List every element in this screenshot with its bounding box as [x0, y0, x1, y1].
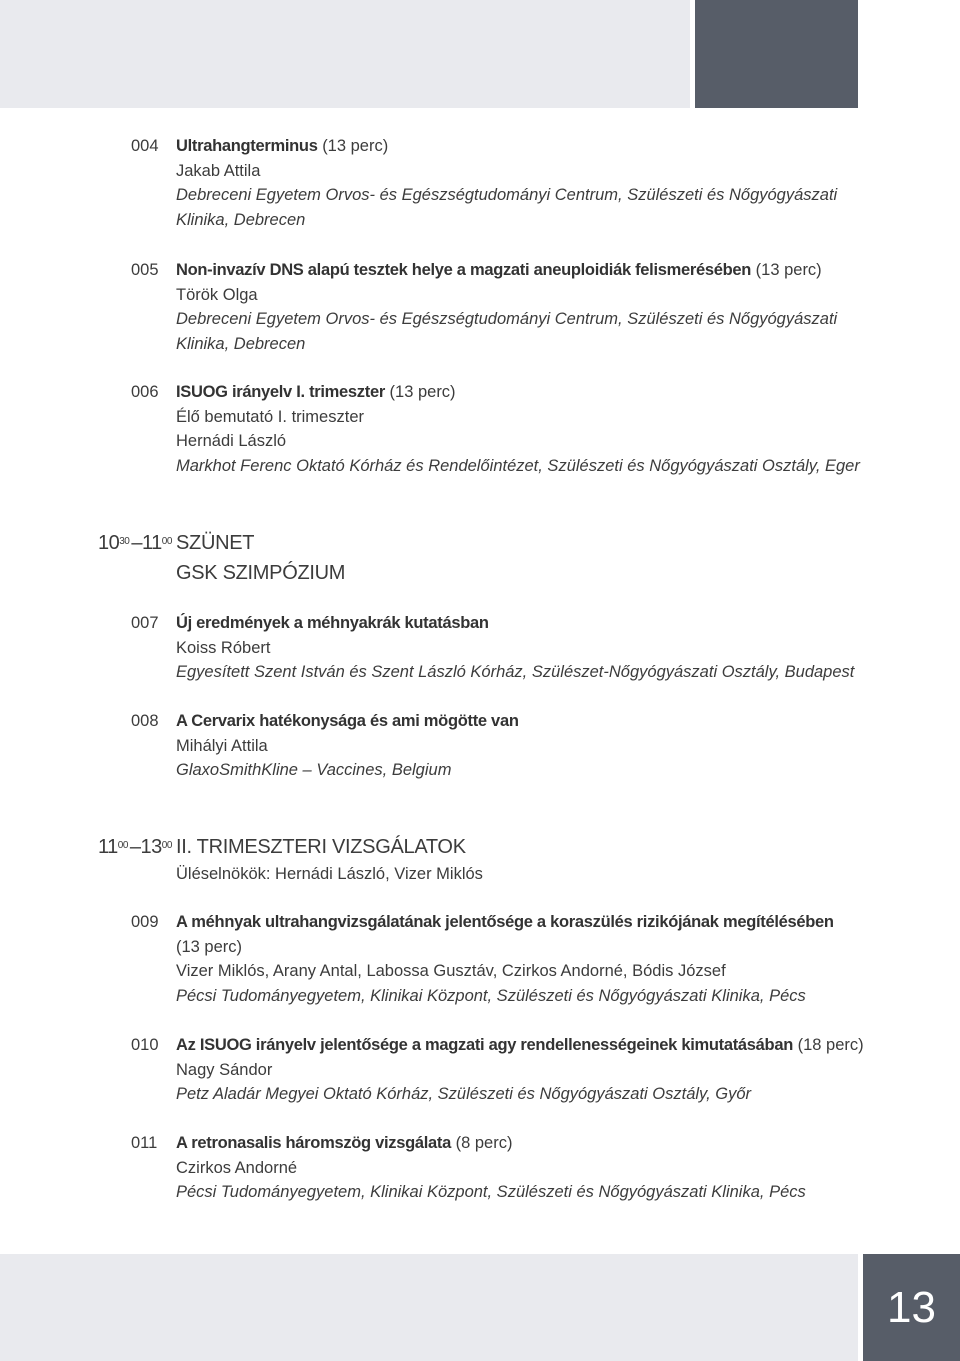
session-heading [176, 528, 345, 588]
speaker: Török Olga [176, 285, 258, 304]
session-title: II. TRIMESZTERI VIZSGÁLATOK [176, 836, 466, 858]
program-entry [176, 910, 936, 1008]
affiliation: Klinika, Debrecen [176, 210, 306, 229]
affiliation: Pécsi Tudományegyetem, Klinikai Központ, Szülészeti és Nőgyógyászati Klinika, Pécs [176, 986, 806, 1005]
affiliation: Egyesített Szent István és Szent László Kórház, Szülészet-Nőgyógyászati Osztály, Budapest [176, 663, 855, 681]
entry-number: 007 [131, 614, 159, 632]
affiliation: Debreceni Egyetem Orvos- és Egészségtudományi Centrum, Szülészeti és Nőgyógyászati [176, 310, 838, 328]
session-time: $10^{30}$ $-11^{00}$ [98, 532, 172, 554]
session-break: SZÜNET [176, 532, 255, 554]
talk-title: Új eredmények a méhnyakrák kutatásban [176, 614, 489, 632]
talk-duration: (13 perc) [176, 937, 243, 956]
talk-title: Non-invazív DNS alapú tesztek helye a magzati aneuploidiák felismerésében [176, 261, 752, 279]
speaker: Jakab Attila [176, 161, 261, 180]
talk-duration: (18 perc) [797, 1036, 864, 1054]
entry-number: 005 [131, 261, 159, 279]
header-band-light [0, 0, 690, 108]
speaker: Koiss Róbert [176, 638, 271, 657]
speaker: Hernádi László [176, 432, 287, 450]
program-entry [176, 1131, 936, 1205]
program-entry [176, 134, 936, 232]
program-entry [176, 709, 936, 783]
entry-number: 011 [131, 1134, 158, 1152]
talk-duration: (13 perc) [322, 137, 389, 155]
speaker: Nagy Sándor [176, 1060, 273, 1079]
entry-number: 010 [131, 1036, 159, 1054]
page-number: 13 [863, 1254, 960, 1361]
talk-duration: (13 perc) [755, 261, 822, 279]
talk-subtitle: Élő bemutató I. trimeszter [176, 407, 364, 426]
talk-title: A méhnyak ultrahangvizsgálatának jelentősége a koraszülés rizikójának megítélésében [176, 913, 834, 931]
header-band-dark [695, 0, 858, 108]
affiliation: Pécsi Tudományegyetem, Klinikai Központ, Szülészeti és Nőgyógyászati Klinika, Pécs [176, 1183, 806, 1201]
affiliation: GlaxoSmithKline – Vaccines, Belgium [176, 761, 452, 779]
session-symposium: GSK SZIMPÓZIUM [176, 562, 346, 584]
talk-title: Az ISUOG irányelv jelentősége a magzati agy rendellenességeinek kimutatásában [176, 1036, 793, 1054]
entry-number: 006 [131, 383, 159, 401]
session-chairs: Üléselnökök: Hernádi László, Vizer Miklós [176, 865, 483, 883]
entry-number: 008 [131, 712, 159, 730]
program-entry [176, 611, 936, 685]
talk-duration: (8 perc) [455, 1134, 513, 1152]
program-entry [176, 380, 936, 478]
speaker: Mihályi Attila [176, 736, 268, 755]
speaker: Czirkos Andorné [176, 1158, 298, 1177]
program-entry [176, 258, 936, 356]
affiliation: Petz Aladár Megyei Oktató Kórház, Szülészeti és Nőgyógyászati Osztály, Győr [176, 1085, 751, 1103]
program-entry [176, 1033, 936, 1107]
talk-duration: (13 perc) [389, 383, 456, 401]
affiliation: Markhot Ferenc Oktató Kórház és Rendelőintézet, Szülészeti és Nőgyógyászati Osztály, Eger [176, 456, 860, 475]
talk-title: A Cervarix hatékonysága és ami mögötte van [176, 712, 519, 730]
talk-title: Ultrahangterminus [176, 137, 318, 155]
talk-title: A retronasalis háromszög vizsgálata [176, 1134, 451, 1152]
affiliation: Debreceni Egyetem Orvos- és Egészségtudományi Centrum, Szülészeti és Nőgyógyászati [176, 186, 838, 204]
session-time: $11^{00}$ $-13^{00}$ [98, 836, 172, 858]
footer-band-light [0, 1254, 858, 1361]
affiliation: Klinika, Debrecen [176, 334, 306, 353]
talk-title: ISUOG irányelv I. trimeszter [176, 383, 385, 401]
entry-number: 009 [131, 913, 159, 931]
speaker: Vizer Miklós, Arany Antal, Labossa Gusztáv, Czirkos Andorné, Bódis József [176, 962, 726, 980]
entry-number: 004 [131, 137, 159, 155]
